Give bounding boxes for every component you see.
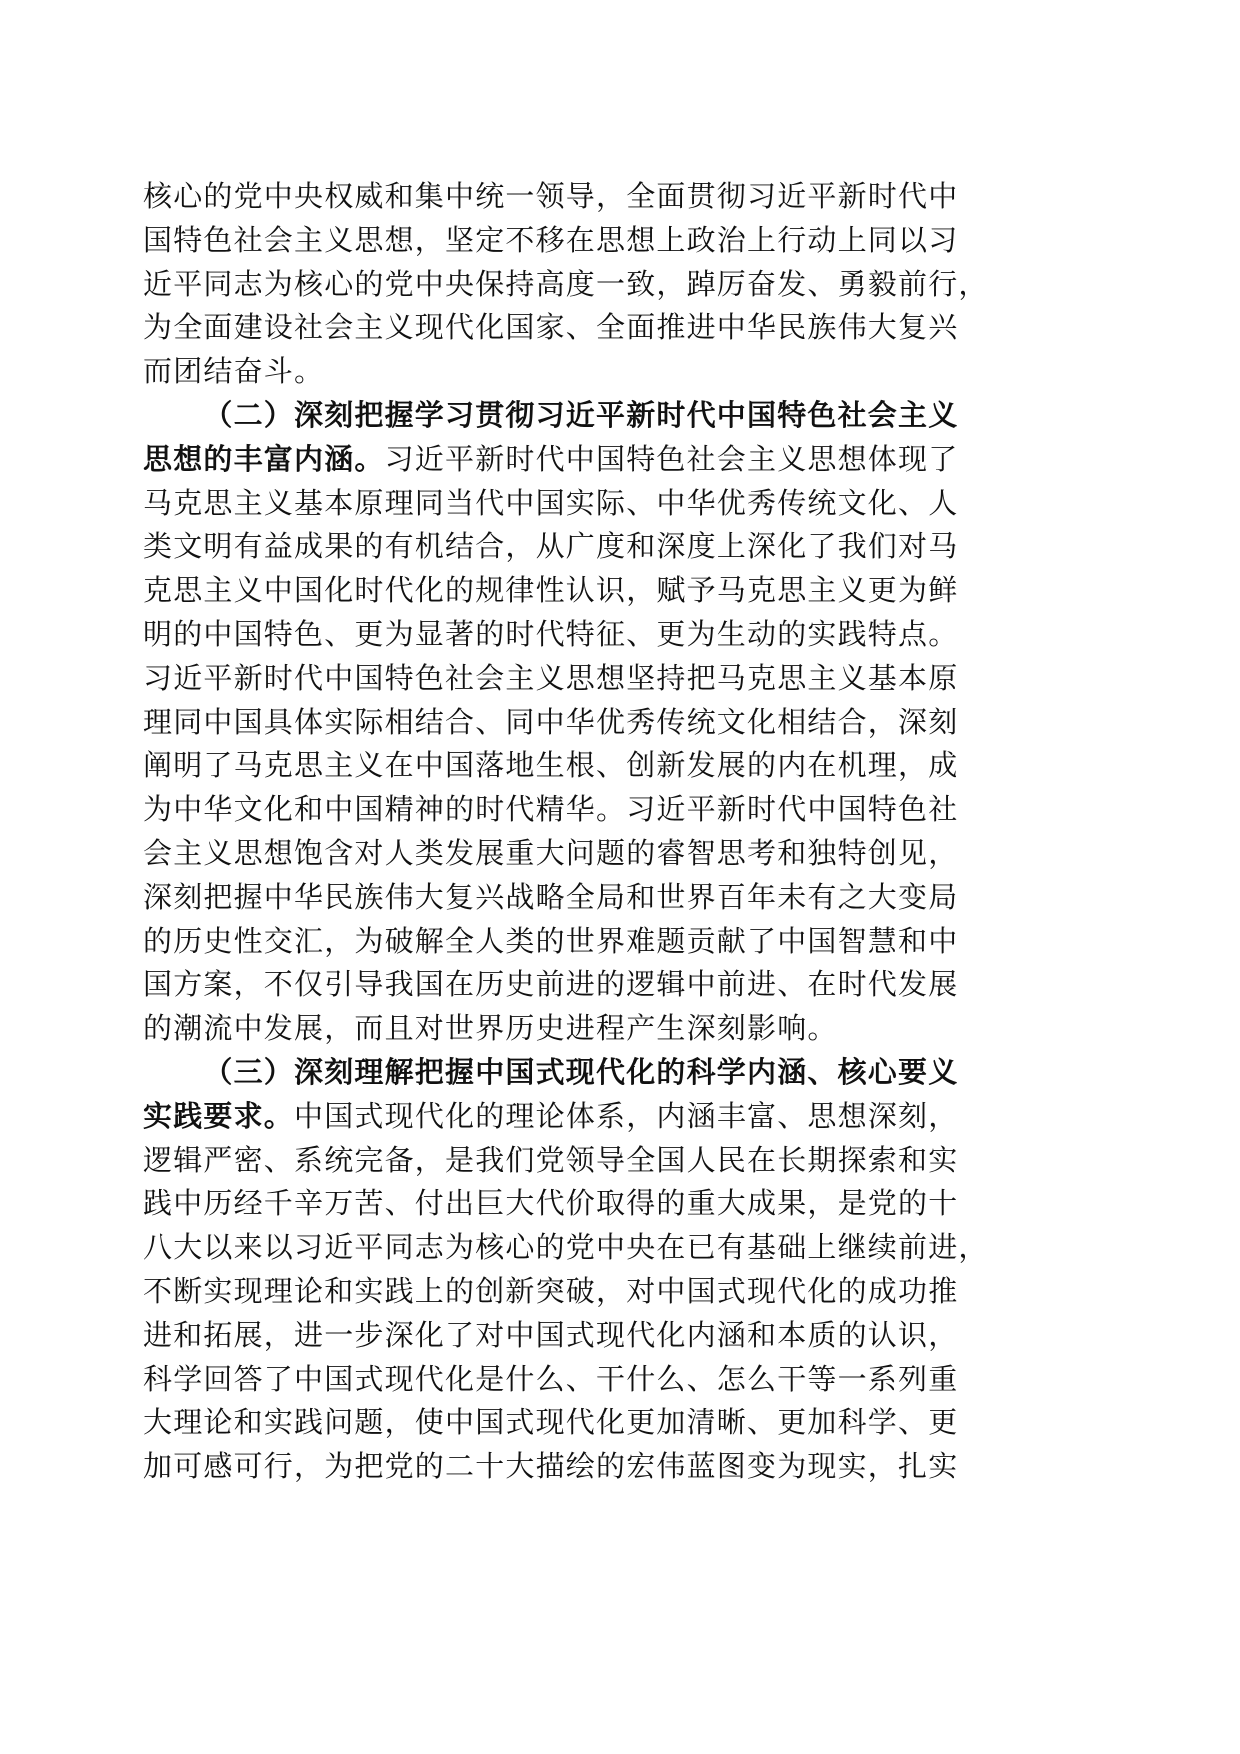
text-line: 科学回答了中国式现代化是什么、干什么、怎么干等一系列重 <box>143 1361 959 1396</box>
text-line <box>143 1095 1043 1139</box>
paragraph-continued <box>143 175 1043 394</box>
paragraph-section-2 <box>143 394 1043 1051</box>
text-line: 八大以来以习近平同志为核心的党中央在已有基础上继续前进， <box>143 1230 989 1265</box>
text-line: 国特色社会主义思想，坚定不移在思想上政治上行动上同以习 <box>143 222 959 257</box>
text-line: 习近平新时代中国特色社会主义思想坚持把马克思主义基本原 <box>143 660 959 695</box>
text-line: 近平同志为核心的党中央保持高度一致，踔厉奋发、勇毅前行， <box>143 266 989 301</box>
text-line: 克思主义中国化时代化的规律性认识，赋予马克思主义更为鲜 <box>143 573 959 608</box>
text-line: 马克思主义基本原理同当代中国实际、中华优秀传统文化、人 <box>143 485 959 520</box>
text-line: 加可感可行，为把党的二十大描绘的宏伟蓝图变为现实，扎实 <box>143 1449 959 1484</box>
text-line: 的潮流中发展，而且对世界历史进程产生深刻影响。 <box>143 1011 838 1046</box>
text-line: 大理论和实践问题，使中国式现代化更加清晰、更加科学、更 <box>143 1405 959 1440</box>
paragraph-section-3 <box>143 1051 1043 1489</box>
text-line: 类文明有益成果的有机结合，从广度和深度上深化了我们对马 <box>143 529 959 564</box>
text-line: 不断实现理论和实践上的创新突破，对中国式现代化的成功推 <box>143 1273 959 1308</box>
section-heading: （二）深刻把握学习贯彻习近平新时代中国特色社会主义 <box>203 397 959 432</box>
text-line: 国方案，不仅引导我国在历史前进的逻辑中前进、在时代发展 <box>143 967 959 1002</box>
section-heading: 实践要求。 <box>143 1098 295 1133</box>
text-line: 为中华文化和中国精神的时代精华。习近平新时代中国特色社 <box>143 792 959 827</box>
text-line: 深刻把握中华民族伟大复兴战略全局和世界百年未有之大变局 <box>143 879 959 914</box>
text-line: 理同中国具体实际相结合、同中华优秀传统文化相结合，深刻 <box>143 704 959 739</box>
text-line: 逻辑严密、系统完备，是我们党领导全国人民在长期探索和实 <box>143 1142 959 1177</box>
text-line: 进和拓展，进一步深化了对中国式现代化内涵和本质的认识， <box>143 1317 959 1352</box>
text-line: 会主义思想饱含对人类发展重大问题的睿智思考和独特创见， <box>143 835 959 870</box>
document-body <box>143 175 1043 1489</box>
body-text: 习近平新时代中国特色社会主义思想体现了 <box>384 441 959 476</box>
body-text: 中国式现代化的理论体系，内涵丰富、思想深刻， <box>294 1098 959 1133</box>
text-line: 阐明了马克思主义在中国落地生根、创新发展的内在机理，成 <box>143 748 959 783</box>
text-line: 的历史性交汇，为破解全人类的世界难题贡献了中国智慧和中 <box>143 923 959 958</box>
text-line <box>143 438 1043 482</box>
section-heading-line <box>143 394 1043 438</box>
text-line: 践中历经千辛万苦、付出巨大代价取得的重大成果，是党的十 <box>143 1186 959 1221</box>
text-line: 为全面建设社会主义现代化国家、全面推进中华民族伟大复兴 <box>143 310 959 345</box>
text-line: 而团结奋斗。 <box>143 354 325 389</box>
text-line: 核心的党中央权威和集中统一领导，全面贯彻习近平新时代中 <box>143 179 959 213</box>
section-heading: 思想的丰富内涵。 <box>143 441 385 476</box>
text-line: 明的中国特色、更为显著的时代特征、更为生动的实践特点。 <box>143 616 959 651</box>
section-heading: （三）深刻理解把握中国式现代化的科学内涵、核心要义 <box>203 1054 959 1089</box>
section-heading-line <box>143 1051 1043 1095</box>
